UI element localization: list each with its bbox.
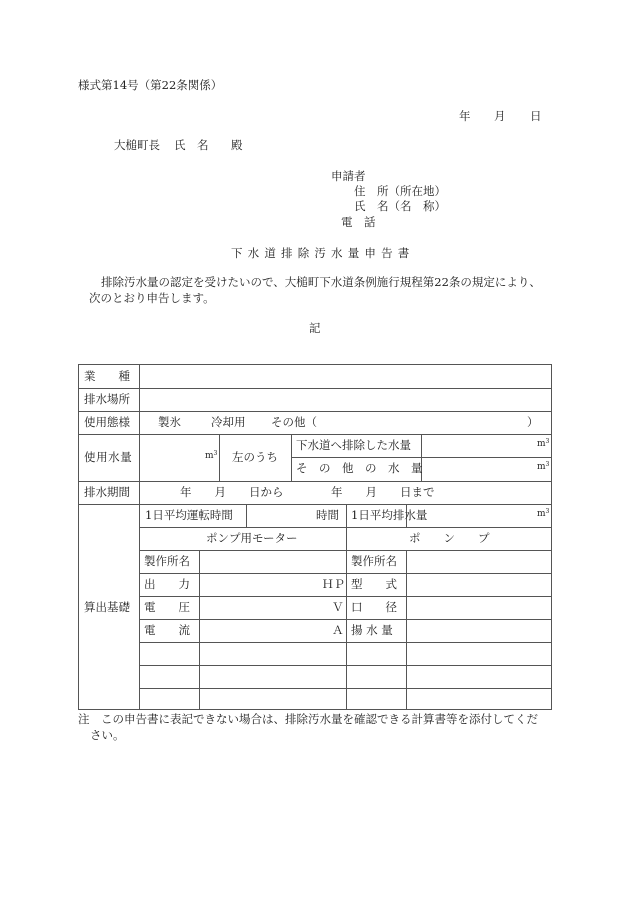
addressee-honorific: 殿 [231, 138, 243, 152]
body-line-1: 排除汚水量の認定を受けたいので、大槌町下水道条例施行規程第22条の規定により、 [101, 275, 541, 289]
motor-label-voltage: 電 圧 [144, 600, 190, 614]
avg-discharge-unit: $m^3$ [537, 508, 550, 519]
note-line-1: 注 この申告書に表記できない場合は、排除汚水量を確認できる計算書等を添付してくだ [78, 712, 538, 726]
label-gyoshu: 業 種 [84, 369, 130, 383]
label-santei-kiso: 算出基礎 [84, 600, 130, 614]
motor-label-current: 電 流 [144, 623, 190, 637]
gyoshu-field[interactable] [141, 366, 549, 387]
pump-header: ポ ン プ [409, 531, 490, 545]
pump-label-model: 型 式 [351, 577, 397, 591]
motor-header: ポンプ用モーター [206, 531, 298, 545]
label-avg-hours: 1日平均運転時間 [145, 508, 233, 522]
motor-unit-a: Ａ [332, 623, 344, 637]
pump-label-lift: 揚 水 量 [351, 623, 393, 637]
label-haisui-basho: 排水場所 [84, 392, 130, 406]
label-shiyo-suiryo: 使用水量 [84, 450, 133, 464]
option-seihyo[interactable]: 製氷 [158, 415, 181, 429]
gesuido-haijo-unit: $m^3$ [537, 438, 550, 449]
label-hidari-no-uchi: 左のうち [232, 450, 278, 464]
option-reikyaku[interactable]: 冷却用 [211, 415, 246, 429]
applicant-name: 氏 名（名 称） [354, 199, 446, 213]
declaration-table [78, 364, 552, 710]
haisui-basho-field[interactable] [141, 389, 549, 410]
motor-unit-v: Ｖ [332, 600, 344, 614]
haisui-kikan-to[interactable]: 年 月 日まで [331, 485, 435, 499]
addressee-name: 氏 名 [174, 138, 209, 152]
label-avg-discharge: 1日平均排水量 [351, 508, 428, 522]
hours-unit: 時間 [316, 508, 339, 522]
shiyo-suiryo-unit: $m^3$ [205, 450, 218, 461]
ki-label: 記 [309, 321, 321, 335]
motor-label-output: 出 力 [144, 577, 190, 591]
label-sonota-suiryo: そ の 他 の 水 量 [296, 461, 423, 475]
haisui-kikan-from[interactable]: 年 月 日から [180, 485, 284, 499]
body-line-2: 次のとおり申告します。 [89, 291, 215, 305]
form-id: 様式第14号（第22条関係） [78, 78, 223, 92]
applicant-heading: 申請者 [331, 169, 366, 183]
note-line-2: さい。 [90, 728, 125, 742]
document-title: 下水道排除汚水量申告書 [231, 246, 415, 260]
date-day: 日 [530, 109, 542, 123]
applicant-address: 住 所（所在地） [354, 184, 446, 198]
pump-label-maker: 製作所名 [351, 554, 397, 568]
applicant-phone: 電 話 [341, 215, 376, 229]
label-shiyo-taiyo: 使用態様 [84, 415, 130, 429]
label-haisui-kikan: 排水期間 [84, 485, 130, 499]
label-gesuido-haijo: 下水道へ排除した水量 [296, 438, 411, 452]
option-sonota[interactable]: その他（ [271, 415, 317, 429]
sonota-suiryo-unit: $m^3$ [537, 461, 550, 472]
motor-label-maker: 製作所名 [144, 554, 190, 568]
motor-unit-hp: ＨＰ [322, 577, 345, 591]
date-year: 年 [459, 109, 471, 123]
pump-label-diameter: 口 径 [351, 600, 397, 614]
option-sonota-close: ） [527, 415, 539, 429]
date-month: 月 [494, 109, 506, 123]
addressee-place: 大槌町長 [114, 138, 160, 152]
